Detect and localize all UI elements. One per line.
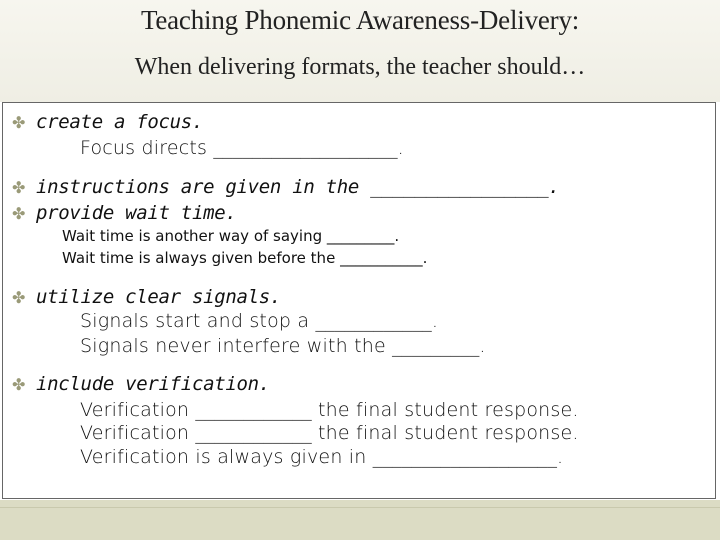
wait-time-line-1: Wait time is another way of saying _________. (62, 227, 400, 245)
slide-subtitle: When delivering formats, the teacher should… (134, 54, 586, 80)
bullet-text: provide wait time. (36, 202, 237, 224)
leaf-bullet-icon: ✤ (12, 288, 26, 307)
signals-line-1: Signals start and stop a ____________. (80, 310, 439, 332)
focus-directs-line: Focus directs ___________________. (80, 137, 404, 159)
leaf-bullet-icon: ✤ (12, 375, 26, 394)
verification-line-3: Verification is always given in ___________________. (80, 446, 564, 468)
wait-time-line-2: Wait time is always given before the ___________. (62, 249, 428, 267)
leaf-bullet-icon: ✤ (12, 204, 26, 223)
bullet-wait-time (12, 202, 237, 224)
verification-line-2: Verification ____________ the final student response. (80, 422, 579, 444)
bullet-text: utilize clear signals. (36, 286, 282, 308)
footer-divider (0, 507, 720, 508)
bullet-text: create a focus. (36, 111, 204, 133)
bullet-clear-signals (12, 286, 281, 308)
signals-line-2: Signals never interfere with the _________. (80, 335, 486, 357)
bullet-instructions (12, 176, 560, 198)
bullet-create-focus (12, 111, 203, 133)
bullet-verification (12, 373, 270, 395)
bullet-text: instructions are given in the ________________. (36, 176, 560, 198)
slide-title: Teaching Phonemic Awareness-Delivery: (140, 5, 580, 35)
footer-band (0, 500, 720, 540)
bullet-text: include verification. (36, 373, 270, 395)
leaf-bullet-icon: ✤ (12, 178, 26, 197)
verification-line-1: Verification ____________ the final student response. (80, 399, 579, 421)
leaf-bullet-icon: ✤ (12, 113, 26, 132)
